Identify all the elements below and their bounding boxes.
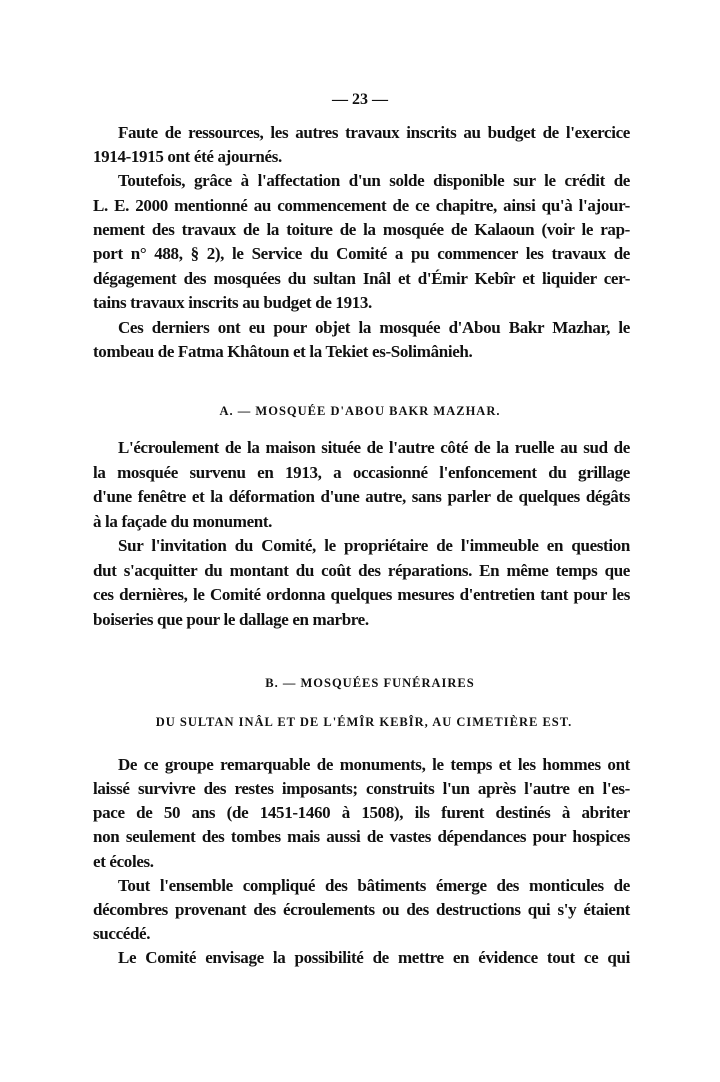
paragraph-line: dut s'acquitter du montant du coût des réparations. En même temps que <box>93 561 630 580</box>
paragraph-line: boiseries que pour le dallage en marbre. <box>93 610 369 629</box>
paragraph-line: port n° 488, § 2), le Service du Comité a pu commencer les travaux de <box>93 244 630 263</box>
paragraph-line: succédé. <box>93 924 151 943</box>
paragraph-line: Sur l'invitation du Comité, le propriétaire de l'immeuble en question <box>118 536 630 555</box>
paragraph-line: décombres provenant des écroulements ou des destructions qui s'y étaient <box>93 900 630 919</box>
section-heading: DU SULTAN INÂL ET DE L'ÉMÎR KEBÎR, AU CIMETIÈRE EST. <box>155 715 573 729</box>
paragraph-line: dégagement des mosquées du sultan Inâl et d'Émir Kebîr et liquider cer- <box>93 269 630 288</box>
paragraph-line: ces dernières, le Comité ordonna quelques mesures d'entretien tant pour les <box>93 585 630 604</box>
paragraph-line: tombeau de Fatma Khâtoun et la Tekiet es-Solimânieh. <box>93 342 473 361</box>
paragraph-line: Le Comité envisage la possibilité de mettre en évidence tout ce qui <box>118 948 630 967</box>
paragraph-line: 1914-1915 ont été ajournés. <box>93 147 282 166</box>
paragraph-line: pace de 50 ans (de 1451-1460 à 1508), ils furent destinés à abriter <box>93 803 630 822</box>
section-heading: B. — MOSQUÉES FUNÉRAIRES <box>265 676 475 690</box>
paragraph-line: laissé survivre des restes imposants; construits l'un après l'autre en l'es- <box>93 779 630 798</box>
page-number: — 23 — <box>332 91 388 108</box>
paragraph-line: L. E. 2000 mentionné au commencement de ce chapitre, ainsi qu'à l'ajour- <box>93 196 630 215</box>
section-heading: A. — MOSQUÉE D'ABOU BAKR MAZHAR. <box>219 404 501 418</box>
paragraph-line: tains travaux inscrits au budget de 1913. <box>93 293 372 312</box>
paragraph-line: L'écroulement de la maison située de l'autre côté de la ruelle au sud de <box>118 438 630 457</box>
paragraph-line: Ces derniers ont eu pour objet la mosquée d'Abou Bakr Mazhar, le <box>118 318 630 337</box>
paragraph-line: d'une fenêtre et la déformation d'une autre, sans parler de quelques dégâts <box>93 487 630 506</box>
paragraph-line: non seulement des tombes mais aussi de vastes dépendances pour hospices <box>93 827 630 846</box>
paragraph-line: Toutefois, grâce à l'affectation d'un solde disponible sur le crédit de <box>118 171 630 190</box>
paragraph-line: De ce groupe remarquable de monuments, le temps et les hommes ont <box>118 755 630 774</box>
paragraph-line: la mosquée survenu en 1913, a occasionné l'enfoncement du grillage <box>93 463 630 482</box>
paragraph-line: Tout l'ensemble compliqué des bâtiments émerge des monticules de <box>118 876 630 895</box>
paragraph-line: et écoles. <box>93 852 154 871</box>
paragraph-line: Faute de ressources, les autres travaux inscrits au budget de l'exercice <box>118 123 630 142</box>
paragraph-line: nement des travaux de la toiture de la mosquée de Kalaoun (voir le rap- <box>93 220 630 239</box>
paragraph-line: à la façade du monument. <box>93 512 273 531</box>
